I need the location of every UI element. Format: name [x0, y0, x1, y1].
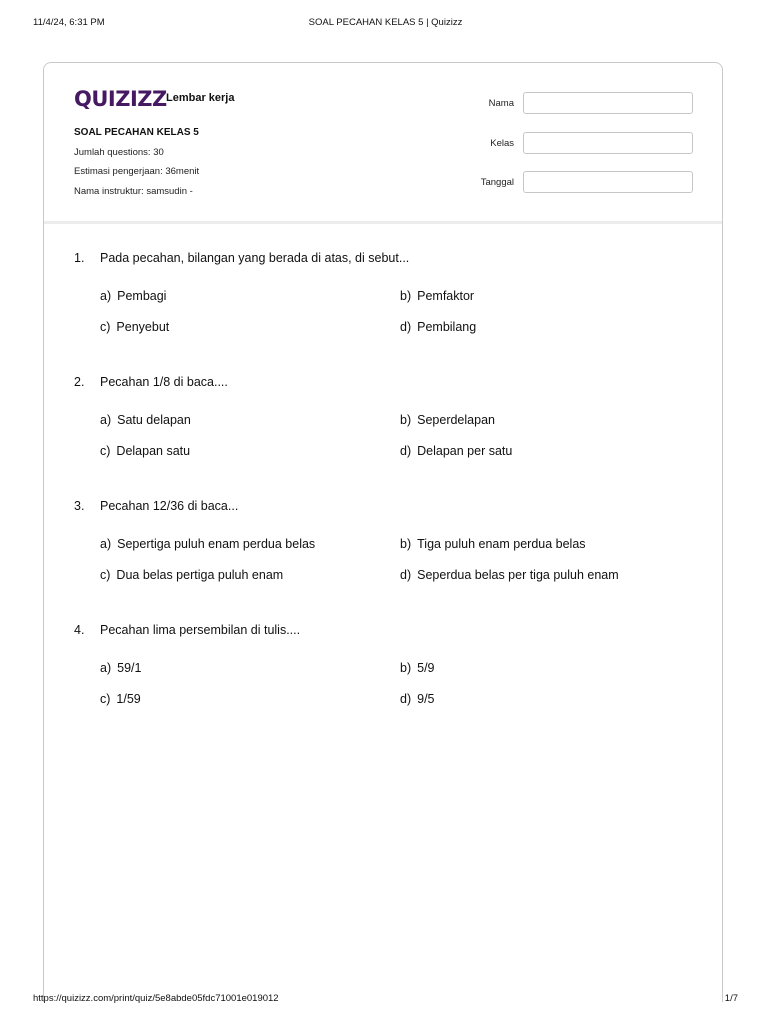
option-text: Penyebut	[116, 320, 170, 334]
option-d	[400, 320, 476, 334]
question-text: Pecahan lima persembilan di tulis....	[100, 623, 301, 637]
option-letter: a)	[100, 413, 112, 427]
option-text: Tiga puluh enam perdua belas	[417, 537, 586, 551]
question-number: 2.	[74, 375, 85, 389]
option-c	[100, 692, 141, 706]
option-b	[400, 661, 435, 675]
worksheet-label: Lembar kerja	[166, 92, 235, 104]
option-text: Pembilang	[417, 320, 477, 334]
option-b	[400, 413, 495, 427]
worksheet	[43, 62, 723, 1002]
question-number: 4.	[74, 623, 85, 637]
option-letter: b)	[400, 289, 412, 303]
option-text: Seperdua belas per tiga puluh enam	[417, 568, 619, 582]
page-url: https://quizizz.com/print/quiz/5e8abde05fdc71001e019012	[33, 993, 279, 1004]
option-c	[100, 444, 190, 458]
option-d	[400, 444, 512, 458]
estimated-duration: Estimasi pengerjaan: 36menit	[74, 166, 200, 177]
option-text: Satu delapan	[117, 413, 191, 427]
worksheet-header	[44, 63, 722, 224]
question-number: 1.	[74, 251, 85, 265]
option-letter: a)	[100, 537, 112, 551]
question-count: Jumlah questions: 30	[74, 147, 164, 158]
option-text: 1/59	[116, 692, 141, 706]
option-text: Delapan per satu	[417, 444, 513, 458]
class-label: Kelas	[490, 138, 514, 149]
question-text: Pecahan 12/36 di baca...	[100, 499, 239, 513]
print-footer	[33, 993, 738, 1007]
page-number: 1/7	[724, 993, 738, 1004]
instructor-name: Nama instruktur: samsudin -	[74, 186, 193, 197]
option-b	[400, 537, 586, 551]
print-page-title: SOAL PECAHAN KELAS 5 | Quizizz	[308, 17, 463, 28]
question-number: 3.	[74, 499, 85, 513]
option-text: 59/1	[117, 661, 142, 675]
option-letter: b)	[400, 661, 412, 675]
quiz-title: SOAL PECAHAN KELAS 5	[74, 127, 199, 138]
option-letter: c)	[100, 444, 111, 458]
option-c	[100, 320, 169, 334]
option-a	[100, 537, 315, 551]
date-label: Tanggal	[480, 177, 514, 188]
name-label: Nama	[488, 98, 514, 109]
print-date: 11/4/24, 6:31 PM	[33, 17, 105, 28]
option-text: Dua belas pertiga puluh enam	[116, 568, 284, 582]
option-letter: d)	[400, 568, 412, 582]
option-text: Seperdelapan	[417, 413, 495, 427]
option-a	[100, 413, 191, 427]
name-field[interactable]	[523, 92, 693, 114]
question-text: Pecahan 1/8 di baca....	[100, 375, 228, 389]
option-text: Delapan satu	[116, 444, 191, 458]
option-d	[400, 568, 619, 582]
option-letter: c)	[100, 568, 111, 582]
option-text: Pemfaktor	[417, 289, 475, 303]
question-text: Pada pecahan, bilangan yang berada di atas, di sebut...	[100, 251, 410, 265]
option-letter: a)	[100, 661, 112, 675]
print-header	[33, 17, 738, 31]
option-letter: d)	[400, 320, 412, 334]
option-letter: a)	[100, 289, 112, 303]
option-a	[100, 661, 141, 675]
date-field[interactable]	[523, 171, 693, 193]
option-letter: d)	[400, 692, 412, 706]
option-d	[400, 692, 435, 706]
option-text: Pembagi	[117, 289, 167, 303]
option-b	[400, 289, 474, 303]
option-letter: b)	[400, 413, 412, 427]
option-text: Sepertiga puluh enam perdua belas	[117, 537, 316, 551]
quizizz-logo: QUIZIZZ	[74, 87, 167, 111]
option-letter: d)	[400, 444, 412, 458]
option-c	[100, 568, 283, 582]
class-field[interactable]	[523, 132, 693, 154]
option-letter: c)	[100, 692, 111, 706]
option-letter: b)	[400, 537, 412, 551]
option-text: 5/9	[417, 661, 435, 675]
option-a	[100, 289, 166, 303]
option-letter: c)	[100, 320, 111, 334]
option-text: 9/5	[417, 692, 435, 706]
